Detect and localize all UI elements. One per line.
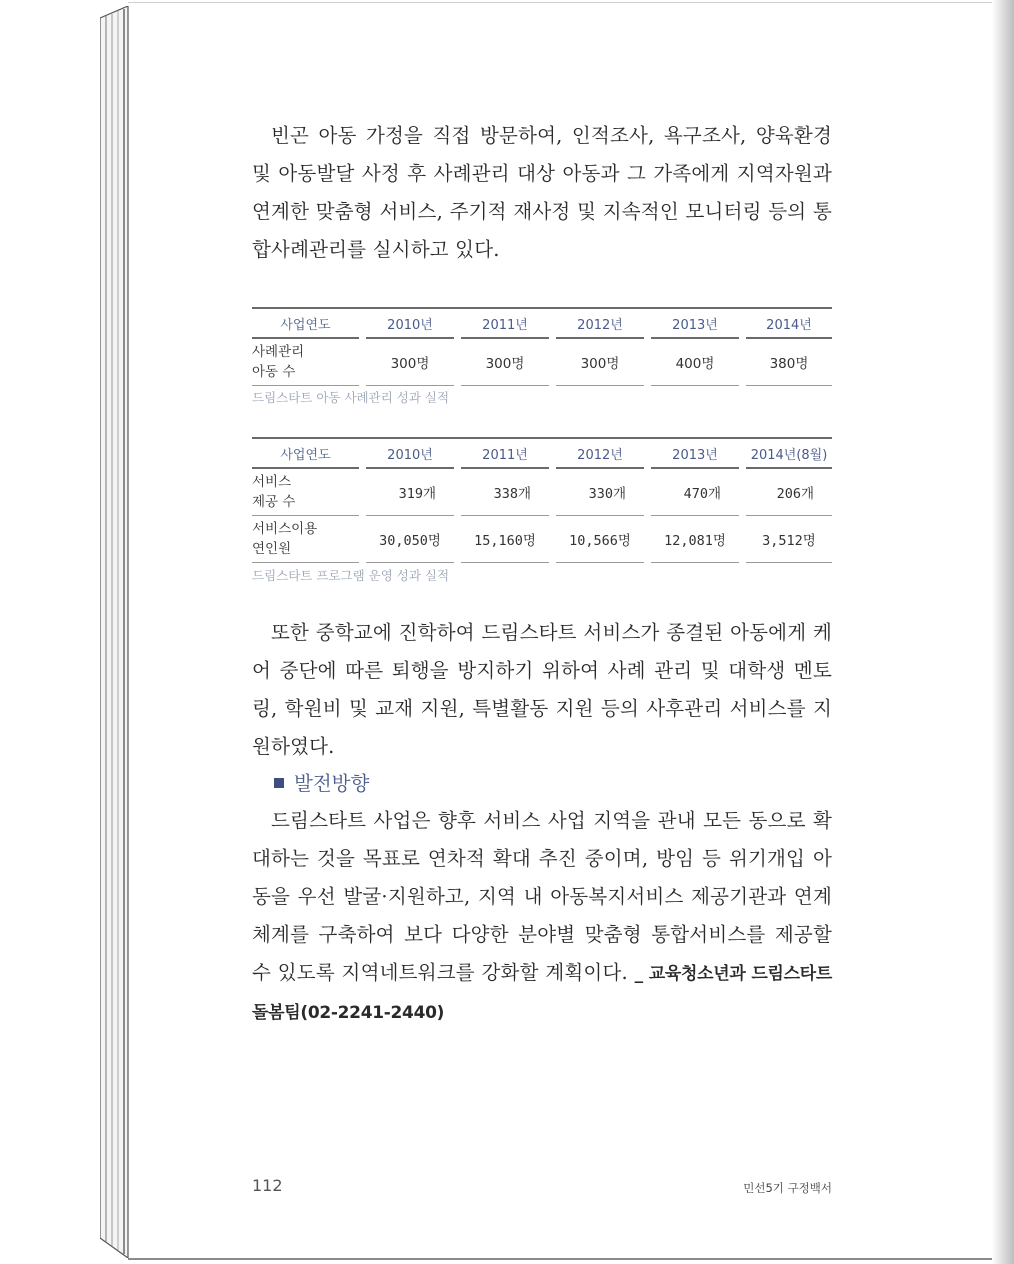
table-row	[252, 339, 832, 386]
table-cell: 3,512명	[746, 516, 832, 563]
header-cell: 2014년(8월)	[746, 437, 832, 469]
section-heading: 발전방향	[274, 769, 369, 799]
table-caption: 드림스타트 프로그램 운영 성과 실적	[252, 568, 450, 583]
direction-paragraph: 드림스타트 사업은 향후 서비스 사업 지역을 관내 모든 동으로 확대하는 것을 목표로 연차적 확대 추진 중이며, 방임 등 위기개입 아동을 우선 발굴·지원하고, 지역 내 아동복지서비스 제공기관과 연계체계를 구축하여 보다 다양한 분야별 맞춤형 통합서비스를 제공할 수 있도록 지역네트워크를 강화할 계획이다. _ 교육청소년과 드림스타트돌봄팀(02-2241-2440)	[252, 809, 832, 1023]
header-cell: 사업연도	[252, 437, 359, 469]
table-row	[252, 469, 832, 516]
table-header-row	[252, 307, 832, 339]
table-header-row	[252, 437, 832, 469]
table-cell: 300명	[461, 339, 549, 386]
header-cell: 2011년	[461, 437, 549, 469]
header-cell: 2013년	[651, 437, 739, 469]
header-cell: 2014년	[746, 307, 832, 339]
header-cell: 2010년	[366, 307, 454, 339]
table-cell: 10,566명	[556, 516, 644, 563]
square-bullet-icon	[274, 778, 284, 788]
row-label: 사례관리 아동 수	[252, 339, 359, 386]
aftercare-paragraph: 또한 중학교에 진학하여 드림스타트 서비스가 종결된 아동에게 케어 중단에 따른 퇴행을 방지하기 위하여 사례 관리 및 대학생 멘토링, 학원비 및 교재 지원, 특별활동 지원 등의 사후관리 서비스를 지원하였다.	[252, 621, 832, 758]
header-cell: 2013년	[651, 307, 739, 339]
table-cell: 400명	[651, 339, 739, 386]
table-row	[252, 516, 832, 563]
department-credit: _ 교육청소년과 드림스타트돌봄팀(02-2241-2440)	[252, 964, 832, 1023]
header-cell: 2012년	[556, 437, 644, 469]
table-cell: 319개	[366, 469, 454, 516]
table-cell: 300명	[556, 339, 644, 386]
page-shadow	[992, 0, 1014, 1264]
row-label: 서비스이용 연인원	[252, 516, 359, 563]
header-cell: 2010년	[366, 437, 454, 469]
table-cell: 12,081명	[651, 516, 739, 563]
running-footer-title: 민선5기 구정백서	[743, 1181, 832, 1195]
header-cell: 2011년	[461, 307, 549, 339]
table-cell: 30,050명	[366, 516, 454, 563]
table-cell: 380명	[746, 339, 832, 386]
page-number: 112	[252, 1176, 283, 1195]
table-caption: 드림스타트 아동 사례관리 성과 실적	[252, 390, 450, 405]
program-results-table	[252, 437, 832, 563]
table-cell: 15,160명	[461, 516, 549, 563]
table-cell: 470개	[651, 469, 739, 516]
row-label: 서비스 제공 수	[252, 469, 359, 516]
table-cell: 338개	[461, 469, 549, 516]
case-management-table	[252, 307, 832, 386]
intro-paragraph: 빈곤 아동 가정을 직접 방문하여, 인적조사, 욕구조사, 양육환경 및 아동발달 사정 후 사례관리 대상 아동과 그 가족에게 지역자원과 연계한 맞춤형 서비스, 주기적 재사정 및 지속적인 모니터링 등의 통합사례관리를 실시하고 있다.	[252, 124, 832, 261]
header-cell: 사업연도	[252, 307, 359, 339]
table-cell: 300명	[366, 339, 454, 386]
table-cell: 330개	[556, 469, 644, 516]
header-cell: 2012년	[556, 307, 644, 339]
table-cell: 206개	[746, 469, 832, 516]
